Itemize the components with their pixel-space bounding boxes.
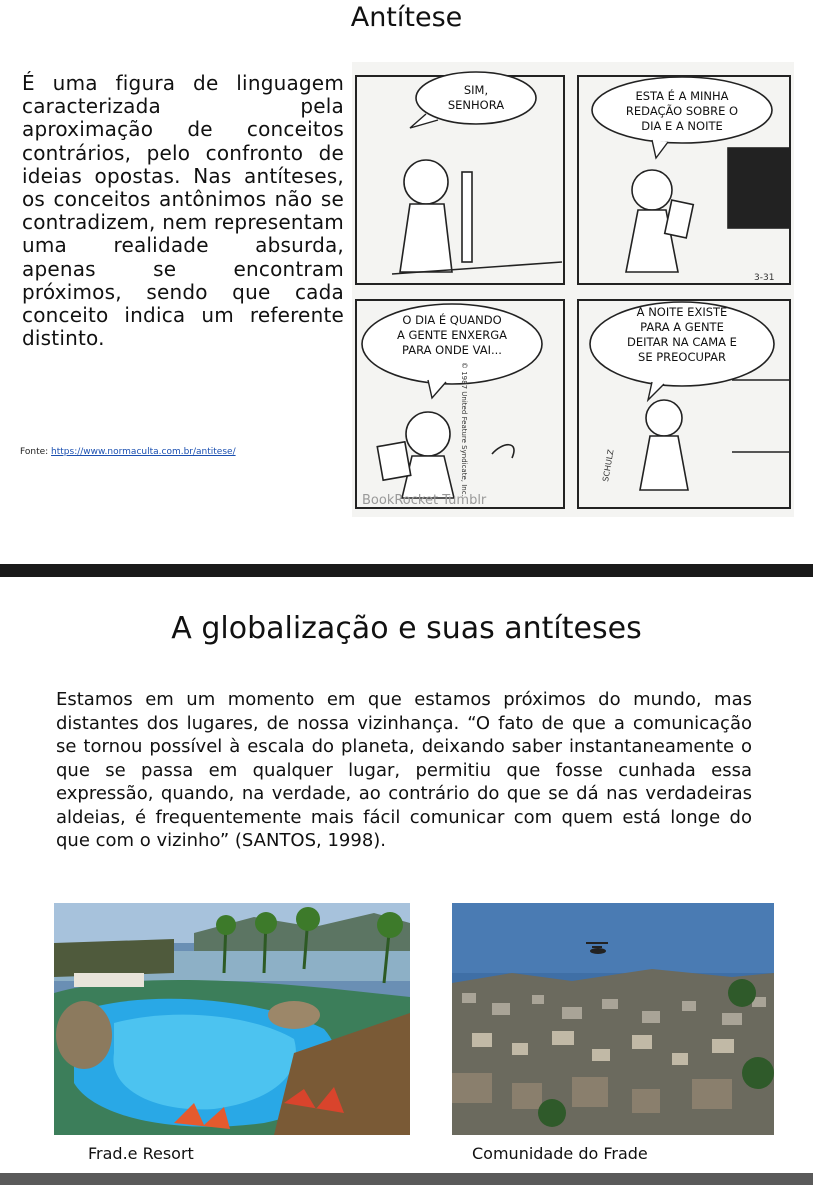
peppermint-patty-head-3 bbox=[406, 412, 450, 456]
quote-paragraph: Estamos em um momento em que estamos próximos do mundo, mas distantes dos lugares, de nossa vizinhança. “O fato de que a comunicação se tornou possível à escala do planeta, deixando saber instantaneamente o que se passa em qualquer lugar, permitiu que fosse cunhada essa expressão, quando, na verdade, ao contrário do que se dá nas verdadeiras aldeias, é frequentemente mais fácil comunicar com quem está longe do que com o vizinho” (SANTOS, 1998). bbox=[56, 689, 752, 851]
bubble-3-text: O DIA É QUANDO A GENTE ENXERGA PARA ONDE VAI... bbox=[396, 313, 508, 357]
peppermint-patty-head-1 bbox=[404, 160, 448, 204]
peppermint-patty-head-4 bbox=[646, 400, 682, 436]
caption-resort: Frad.e Resort bbox=[88, 1144, 194, 1163]
definition-text: É uma figura de linguagem caracterizada pela aproximação de conceitos contrários, pelo confronto de ideias opostas. Nas antíteses, os conceitos antônimos não se contradizem, nem representam uma realidade absurda, apenas se encontram próximos, sendo que cada conceito indica um referente distinto. bbox=[22, 71, 344, 351]
comic-signature: SCHULZ bbox=[601, 448, 616, 483]
source-link[interactable]: https://www.normaculta.com.br/antitese/ bbox=[51, 447, 236, 457]
bottom-bar bbox=[0, 1173, 813, 1185]
source-line bbox=[20, 447, 236, 457]
slide-title-antitese: Antítese bbox=[350, 2, 463, 33]
favela-photo bbox=[452, 903, 774, 1135]
bubble-4-text: A NOITE EXISTE PARA A GENTE DEITAR NA CAMA E SE PREOCUPAR bbox=[627, 305, 737, 364]
slide-divider bbox=[0, 564, 813, 577]
peppermint-patty-head-2 bbox=[632, 170, 672, 210]
bubble-2-text: ESTA É A MINHA REDAÇÃO SOBRE O DIA E A NOITE bbox=[625, 89, 739, 133]
comic-watermark: BookRocket Tumblr bbox=[362, 493, 487, 508]
source-label: Fonte: bbox=[20, 447, 52, 457]
bubble-1-text: SIM, SENHORA bbox=[447, 83, 505, 112]
resort-photo bbox=[54, 903, 410, 1135]
caption-comunidade: Comunidade do Frade bbox=[472, 1144, 648, 1163]
slide-title-globalizacao: A globalização e suas antíteses bbox=[171, 611, 642, 646]
comic-date: 3-31 bbox=[754, 273, 775, 283]
peanuts-comic-strip bbox=[352, 62, 794, 517]
comic-copyright: © 1987 United Feature Syndicate, Inc. bbox=[460, 362, 468, 497]
